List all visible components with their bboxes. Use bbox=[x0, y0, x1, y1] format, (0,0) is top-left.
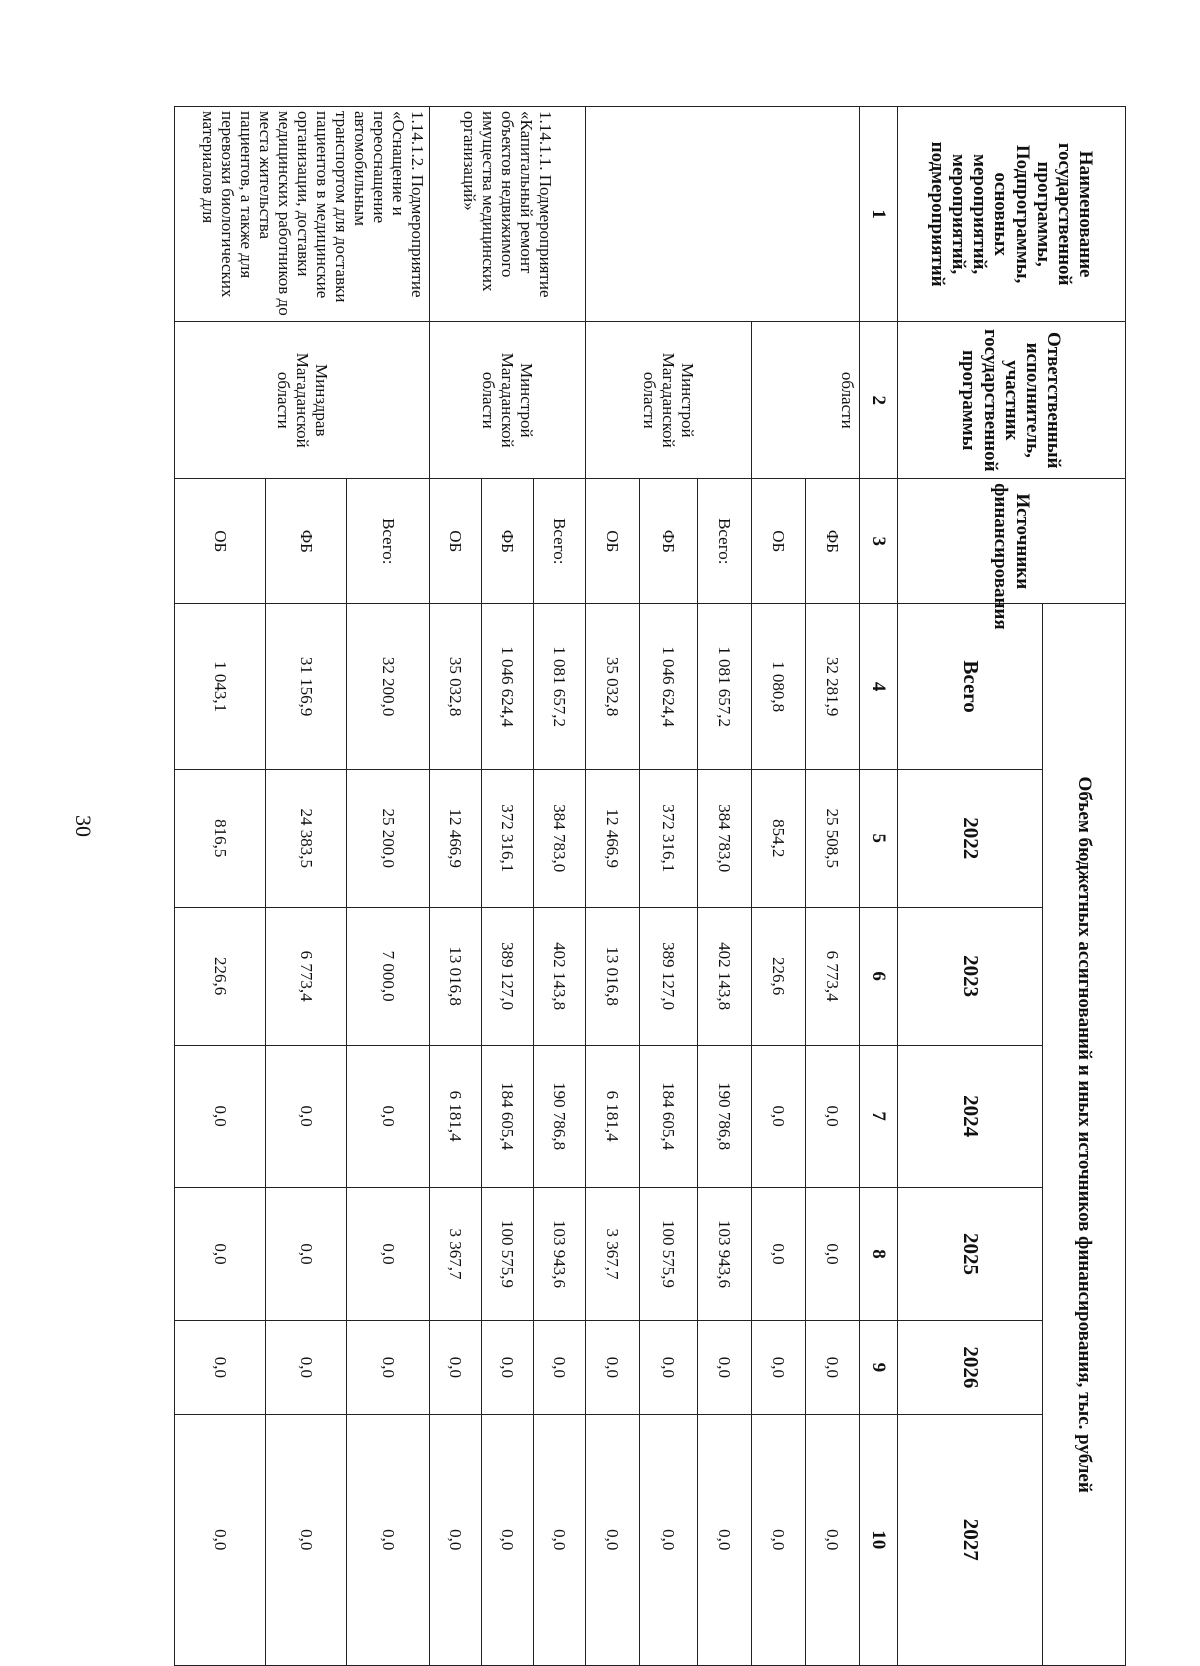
column-number: 6 bbox=[860, 907, 897, 1045]
table-row bbox=[347, 107, 430, 1666]
value-cell: 184 605,4 bbox=[640, 1045, 698, 1187]
value-cell: 103 943,6 bbox=[698, 1187, 752, 1321]
value-cell: 0,0 bbox=[266, 1045, 347, 1187]
value-cell: 384 783,0 bbox=[534, 769, 586, 907]
column-number: 10 bbox=[860, 1414, 897, 1665]
value-cell: 384 783,0 bbox=[698, 769, 752, 907]
executor-cell: Минстрой Магаданской области bbox=[586, 322, 752, 479]
column-number: 4 bbox=[860, 604, 897, 769]
column-number: 5 bbox=[860, 769, 897, 907]
column-number: 9 bbox=[860, 1321, 897, 1414]
value-cell: 7 000,0 bbox=[347, 907, 430, 1045]
page-number: 30 bbox=[71, 815, 96, 837]
value-cell: 32 281,9 bbox=[806, 604, 860, 769]
column-number: 3 bbox=[860, 479, 897, 604]
value-cell: 0,0 bbox=[586, 1321, 640, 1414]
value-cell: 402 143,8 bbox=[534, 907, 586, 1045]
value-cell: 0,0 bbox=[175, 1321, 266, 1414]
value-cell: 0,0 bbox=[482, 1414, 534, 1665]
value-cell: 0,0 bbox=[347, 1321, 430, 1414]
header-year-2025: 2025 bbox=[897, 1187, 1042, 1321]
value-cell: 0,0 bbox=[640, 1414, 698, 1665]
executor-cell: области bbox=[752, 322, 860, 479]
header-year-2023: 2023 bbox=[897, 907, 1042, 1045]
value-cell: 25 200,0 bbox=[347, 769, 430, 907]
value-cell: 0,0 bbox=[175, 1414, 266, 1665]
value-cell: 0,0 bbox=[752, 1187, 806, 1321]
source-cell: ОБ bbox=[430, 479, 482, 604]
header-year-total: Всего bbox=[897, 604, 1042, 769]
value-cell: 35 032,8 bbox=[430, 604, 482, 769]
program-name-cell bbox=[586, 107, 860, 322]
value-cell: 854,2 bbox=[752, 769, 806, 907]
value-cell: 184 605,4 bbox=[482, 1045, 534, 1187]
value-cell: 1 043,1 bbox=[175, 604, 266, 769]
table-row bbox=[534, 107, 586, 1666]
program-name-cell: 1.14.1.2. Подмероприятие «Оснащение и переоснащение автомобильным транспортом для доставки пациентов в медицинские организации, доставки медицинских работников до места жительства пациентов, а также для перевозки биологических материалов для bbox=[175, 107, 430, 322]
header-year-2022: 2022 bbox=[897, 769, 1042, 907]
value-cell: 103 943,6 bbox=[534, 1187, 586, 1321]
value-cell: 0,0 bbox=[347, 1045, 430, 1187]
source-cell: ОБ bbox=[752, 479, 806, 604]
column-numbers-row bbox=[860, 107, 897, 1666]
value-cell: 190 786,8 bbox=[534, 1045, 586, 1187]
value-cell: 0,0 bbox=[266, 1187, 347, 1321]
source-cell: ОБ bbox=[175, 479, 266, 604]
source-cell: ФБ bbox=[640, 479, 698, 604]
source-cell: ОБ bbox=[586, 479, 640, 604]
financing-table bbox=[174, 106, 1126, 1666]
value-cell: 3 367,7 bbox=[430, 1187, 482, 1321]
value-cell: 13 016,8 bbox=[430, 907, 482, 1045]
value-cell: 0,0 bbox=[266, 1414, 347, 1665]
value-cell: 0,0 bbox=[347, 1414, 430, 1665]
value-cell: 0,0 bbox=[534, 1321, 586, 1414]
value-cell: 32 200,0 bbox=[347, 604, 430, 769]
value-cell: 0,0 bbox=[752, 1321, 806, 1414]
value-cell: 12 466,9 bbox=[586, 769, 640, 907]
value-cell: 6 773,4 bbox=[266, 907, 347, 1045]
source-cell: ФБ bbox=[482, 479, 534, 604]
header-year-2027: 2027 bbox=[897, 1414, 1042, 1665]
column-number: 1 bbox=[860, 107, 897, 322]
source-cell: ФБ bbox=[266, 479, 347, 604]
value-cell: 0,0 bbox=[482, 1321, 534, 1414]
value-cell: 0,0 bbox=[640, 1321, 698, 1414]
source-cell: Всего: bbox=[347, 479, 430, 604]
value-cell: 35 032,8 bbox=[586, 604, 640, 769]
column-number: 2 bbox=[860, 322, 897, 479]
value-cell: 0,0 bbox=[806, 1045, 860, 1187]
value-cell: 1 046 624,4 bbox=[482, 604, 534, 769]
value-cell: 31 156,9 bbox=[266, 604, 347, 769]
header-source: Источники финансирования bbox=[897, 479, 1125, 604]
program-name-cell: 1.14.1.1. Подмероприятие «Капитальный ремонт объектов недвижимого имущества медицинских организаций» bbox=[430, 107, 586, 322]
header-year-2024: 2024 bbox=[897, 1045, 1042, 1187]
value-cell: 12 466,9 bbox=[430, 769, 482, 907]
source-cell: ФБ bbox=[806, 479, 860, 604]
source-cell: Всего: bbox=[534, 479, 586, 604]
header-name: Наименование государственной программы, Подпрограммы, основных мероприятий, мероприятий, подмероприятий bbox=[897, 107, 1125, 322]
value-cell: 13 016,8 bbox=[586, 907, 640, 1045]
value-cell: 0,0 bbox=[175, 1187, 266, 1321]
value-cell: 0,0 bbox=[806, 1414, 860, 1665]
value-cell: 0,0 bbox=[266, 1321, 347, 1414]
value-cell: 1 081 657,2 bbox=[698, 604, 752, 769]
table-row bbox=[698, 107, 752, 1666]
value-cell: 372 316,1 bbox=[640, 769, 698, 907]
value-cell: 0,0 bbox=[806, 1321, 860, 1414]
value-cell: 226,6 bbox=[175, 907, 266, 1045]
value-cell: 0,0 bbox=[752, 1045, 806, 1187]
value-cell: 1 081 657,2 bbox=[534, 604, 586, 769]
value-cell: 6 773,4 bbox=[806, 907, 860, 1045]
value-cell: 226,6 bbox=[752, 907, 806, 1045]
header-financing-group: Объем бюджетных ассигнований и иных источников финансирования, тыс. рублей bbox=[1042, 604, 1125, 1666]
value-cell: 1 080,8 bbox=[752, 604, 806, 769]
value-cell: 25 508,5 bbox=[806, 769, 860, 907]
value-cell: 0,0 bbox=[430, 1321, 482, 1414]
value-cell: 0,0 bbox=[175, 1045, 266, 1187]
value-cell: 1 046 624,4 bbox=[640, 604, 698, 769]
value-cell: 0,0 bbox=[586, 1414, 640, 1665]
executor-cell: Минстрой Магаданской области bbox=[430, 322, 586, 479]
value-cell: 372 316,1 bbox=[482, 769, 534, 907]
value-cell: 6 181,4 bbox=[586, 1045, 640, 1187]
value-cell: 0,0 bbox=[698, 1414, 752, 1665]
value-cell: 3 367,7 bbox=[586, 1187, 640, 1321]
source-cell: Всего: bbox=[698, 479, 752, 604]
value-cell: 0,0 bbox=[430, 1414, 482, 1665]
value-cell: 402 143,8 bbox=[698, 907, 752, 1045]
column-number: 7 bbox=[860, 1045, 897, 1187]
value-cell: 24 383,5 bbox=[266, 769, 347, 907]
column-number: 8 bbox=[860, 1187, 897, 1321]
value-cell: 0,0 bbox=[347, 1187, 430, 1321]
value-cell: 389 127,0 bbox=[482, 907, 534, 1045]
value-cell: 389 127,0 bbox=[640, 907, 698, 1045]
value-cell: 100 575,9 bbox=[640, 1187, 698, 1321]
table-row bbox=[806, 107, 860, 1666]
executor-cell: Минздрав Магаданской области bbox=[175, 322, 430, 479]
value-cell: 816,5 bbox=[175, 769, 266, 907]
header-executor: Ответственный исполнитель, участник государственной программы bbox=[897, 322, 1125, 479]
value-cell: 0,0 bbox=[534, 1414, 586, 1665]
value-cell: 0,0 bbox=[806, 1187, 860, 1321]
value-cell: 6 181,4 bbox=[430, 1045, 482, 1187]
value-cell: 100 575,9 bbox=[482, 1187, 534, 1321]
header-year-2026: 2026 bbox=[897, 1321, 1042, 1414]
value-cell: 0,0 bbox=[698, 1321, 752, 1414]
value-cell: 0,0 bbox=[752, 1414, 806, 1665]
value-cell: 190 786,8 bbox=[698, 1045, 752, 1187]
